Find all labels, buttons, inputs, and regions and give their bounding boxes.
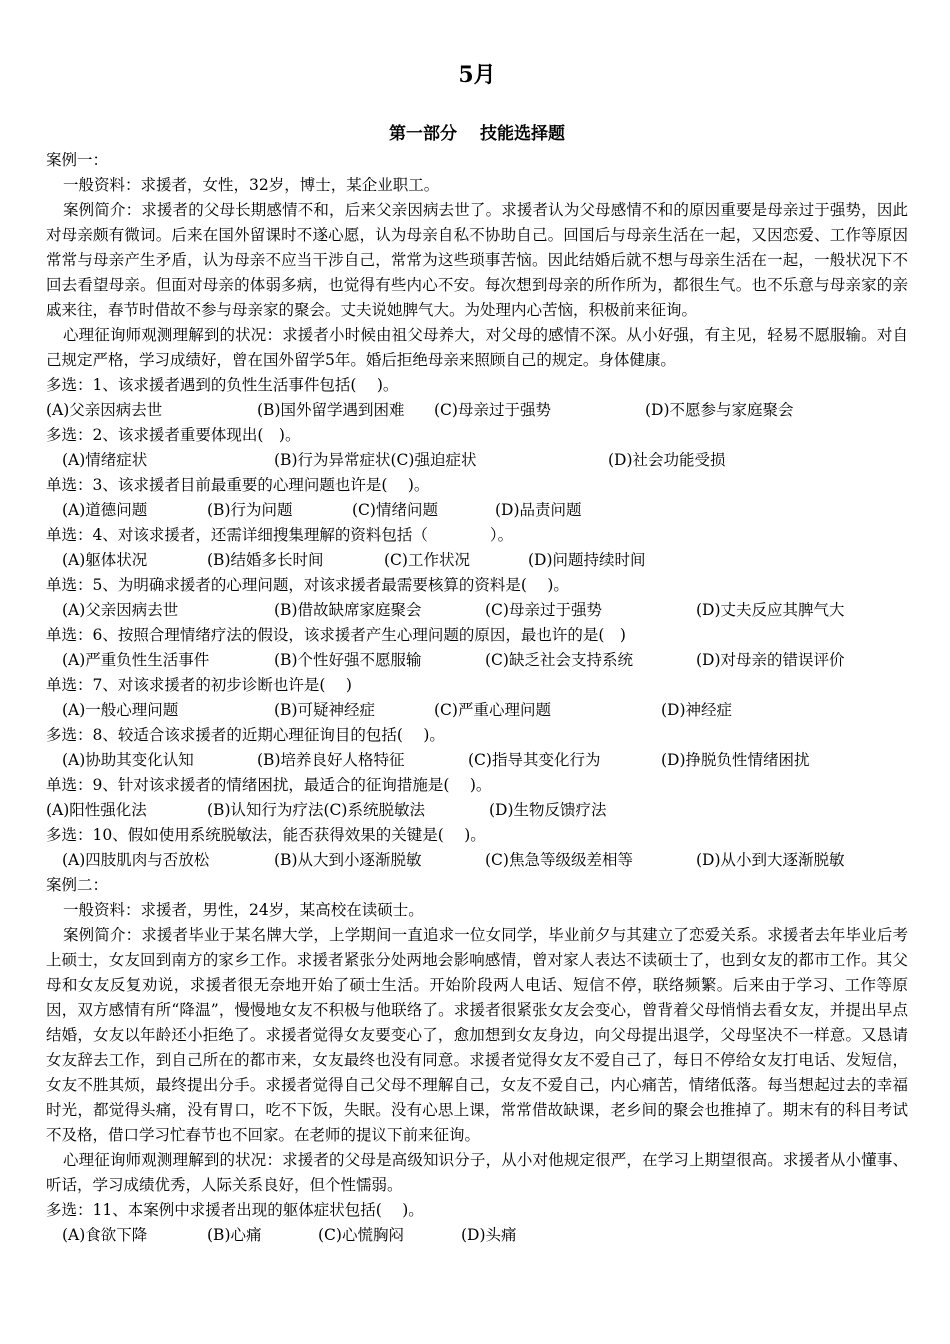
question-stem: 单选：9、针对该求援者的情绪困扰，最适合的征询措施是( )。 bbox=[46, 776, 492, 794]
option-c: (C)严重心理问题 bbox=[434, 701, 551, 719]
case-observation: 心理征询师观测理解到的状况：求援者小时候由祖父母养大，对父母的感情不深。从小好强，有主见，轻易不愿服输。对自己规定严格，学习成绩好，曾在国外留学5年。婚后拒绝母亲来照顾自己的规定。身体健康。 bbox=[46, 326, 908, 369]
option-a: (A)阳性强化法 bbox=[46, 801, 147, 819]
question-options bbox=[46, 548, 908, 573]
option-c: (C)焦急等级级差相等 bbox=[485, 851, 633, 869]
option-b: (B)结婚多长时间 bbox=[207, 551, 324, 569]
page-title: 5月 bbox=[458, 62, 496, 88]
question-stem: 多选：2、该求援者重要体现出( )。 bbox=[46, 426, 301, 444]
question-stem: 单选：7、对该求援者的初步诊断也许是( ) bbox=[46, 676, 352, 694]
question-options bbox=[46, 848, 908, 873]
option-b: (B)个性好强不愿服输 bbox=[274, 651, 422, 669]
option-b: (B)行为异常症状(C)强迫症状 bbox=[274, 451, 477, 469]
option-a: (A)食欲下降 bbox=[62, 1226, 148, 1244]
option-d: (D)社会功能受损 bbox=[608, 451, 726, 469]
option-a: (A)协助其变化认知 bbox=[62, 751, 194, 769]
option-b: (B)从大到小逐渐脱敏 bbox=[274, 851, 422, 869]
option-d: (D)从小到大逐渐脱敏 bbox=[696, 851, 845, 869]
option-a: (A)父亲因病去世 bbox=[62, 601, 179, 619]
case-label: 案例一： bbox=[46, 151, 109, 169]
question-stem: 多选：8、较适合该求援者的近期心理征询目的包括( )。 bbox=[46, 726, 445, 744]
option-d: (D)对母亲的错误评价 bbox=[696, 651, 845, 669]
option-d: (D)神经症 bbox=[661, 701, 733, 719]
question-options bbox=[46, 748, 908, 773]
option-b: (B)培养良好人格特征 bbox=[257, 751, 405, 769]
question-options bbox=[46, 698, 908, 723]
question-options bbox=[46, 448, 908, 473]
option-c: (C)母亲过于强势 bbox=[485, 601, 602, 619]
section-title: 第一部分 技能选择题 bbox=[389, 124, 565, 144]
option-d: (D)挣脱负性情绪困扰 bbox=[661, 751, 810, 769]
option-b: (B)心痛 bbox=[207, 1226, 262, 1244]
question-options bbox=[46, 1223, 908, 1248]
option-a: (A)父亲因病去世 bbox=[46, 401, 163, 419]
case-general-info: 一般资料：求援者，男性，24岁，某高校在读硕士。 bbox=[63, 901, 424, 919]
option-d: (D)丈夫反应其脾气大 bbox=[696, 601, 845, 619]
option-a: (A)道德问题 bbox=[62, 501, 148, 519]
option-b: (B)国外留学遇到困难 bbox=[257, 401, 405, 419]
question-options bbox=[46, 648, 908, 673]
question-stem: 单选：4、对该求援者，还需详细搜集理解的资料包括（ ）。 bbox=[46, 526, 514, 544]
option-c: (C)指导其变化行为 bbox=[468, 751, 601, 769]
option-d: (D)问题持续时间 bbox=[528, 551, 646, 569]
option-d: (D)头痛 bbox=[461, 1226, 517, 1244]
option-d: (D)不愿参与家庭聚会 bbox=[645, 401, 794, 419]
option-b: (B)借故缺席家庭聚会 bbox=[274, 601, 422, 619]
option-a: (A)躯体状况 bbox=[62, 551, 148, 569]
question-stem: 多选：10、假如使用系统脱敏法，能否获得效果的关键是( )。 bbox=[46, 826, 486, 844]
case-intro: 案例简介：求援者的父母长期感情不和，后来父亲因病去世了。求援者认为父母感情不和的原因重要是母亲过于强势，因此对母亲颇有微词。后来在国外留课时不遂心愿，认为母亲自私不协助自己。回国后与母亲生活在一起，又因恋爱、工作等原因常常与母亲产生矛盾，认为母亲不应当干涉自己，常常为这些琐事苦恼。因此结婚后就不想与母亲生活在一起，一般状况下不回去看望母亲。但面对母亲的体弱多病，也觉得有些内心不安。每次想到母亲的所作所为，都很生气。也不乐意与母亲家的亲戚来往，春节时借故不参与母亲家的聚会。丈夫说她脾气大。为处理内心苦恼，积极前来征询。 bbox=[46, 201, 908, 319]
question-stem: 多选：1、该求援者遇到的负性生活事件包括( )。 bbox=[46, 376, 399, 394]
question-options bbox=[46, 398, 908, 423]
option-b: (B)行为问题 bbox=[207, 501, 293, 519]
option-d: (D)品责问题 bbox=[495, 501, 582, 519]
option-b: (B)认知行为疗法(C)系统脱敏法 bbox=[207, 801, 425, 819]
option-d: (D)生物反馈疗法 bbox=[489, 801, 607, 819]
option-a: (A)四肢肌肉与否放松 bbox=[62, 851, 210, 869]
question-options bbox=[46, 498, 908, 523]
question-options bbox=[46, 798, 908, 823]
option-a: (A)严重负性生活事件 bbox=[62, 651, 210, 669]
question-stem: 单选：6、按照合理情绪疗法的假设，该求援者产生心理问题的原因，最也许的是( ) bbox=[46, 626, 626, 644]
question-stem: 单选：3、该求援者目前最重要的心理问题也许是( )。 bbox=[46, 476, 430, 494]
question-stem: 多选：11、本案例中求援者出现的躯体症状包括( )。 bbox=[46, 1201, 424, 1219]
option-c: (C)缺乏社会支持系统 bbox=[485, 651, 633, 669]
option-a: (A)情绪症状 bbox=[62, 451, 148, 469]
option-b: (B)可疑神经症 bbox=[274, 701, 375, 719]
case-observation: 心理征询师观测理解到的状况：求援者的父母是高级知识分子，从小对他规定很严，在学习上期望很高。求援者从小懂事、听话，学习成绩优秀，人际关系良好，但个性懦弱。 bbox=[46, 1151, 908, 1194]
option-c: (C)情绪问题 bbox=[352, 501, 438, 519]
case-label: 案例二： bbox=[46, 876, 109, 894]
question-options bbox=[46, 598, 908, 623]
option-c: (C)工作状况 bbox=[384, 551, 470, 569]
case-general-info: 一般资料：求援者，女性，32岁，博士，某企业职工。 bbox=[63, 176, 440, 194]
case-intro: 案例简介：求援者毕业于某名牌大学，上学期间一直追求一位女同学，毕业前夕与其建立了恋爱关系。求援者去年毕业后考上硕士，女友回到南方的家乡工作。求援者紧张分处两地会影响感情，曾对家人表达不读硕士了，也到女友的都市工作。其父母和女友反复劝说，求援者很无奈地开始了硕士生活。开始阶段两人电话、短信不停，联络频繁。后来由于学习、工作等原因，双方感情有所“降温”，慢慢地女友不积极与他联络了。求援者很紧张女友会变心，曾背着父母悄悄去看女友，并提出早点结婚，女友以年龄还小拒绝了。求援者觉得女友要变心了，愈加想到女友身边，向父母提出退学，父母坚决不一样意。又恳请女友辞去工作，到自己所在的都市来，女友最终也没有同意。求援者觉得女友不爱自己了，每日不停给女友打电话、发短信，女友不胜其烦，最终提出分手。求援者觉得自己父母不理解自己，女友不爱自己，内心痛苦，情绪低落。每当想起过去的幸福时光，都觉得头痛，没有胃口，吃不下饭，失眠。没有心思上课，常常借故缺课，老乡间的聚会也推掉了。期末有的科目考试不及格，借口学习忙春节也不回家。在老师的提议下前来征询。 bbox=[46, 926, 908, 1144]
option-c: (C)心慌胸闷 bbox=[318, 1226, 404, 1244]
document-page bbox=[46, 60, 908, 1248]
question-stem: 单选：5、为明确求援者的心理问题，对该求援者最需要核算的资料是( )。 bbox=[46, 576, 569, 594]
option-a: (A)一般心理问题 bbox=[62, 701, 179, 719]
option-c: (C)母亲过于强势 bbox=[434, 401, 551, 419]
